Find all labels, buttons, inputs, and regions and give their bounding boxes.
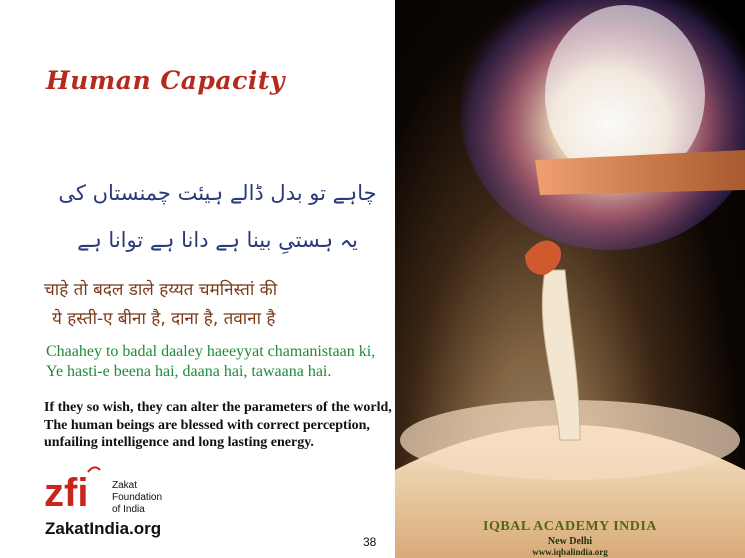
credit-website: www.iqbalindia.org bbox=[532, 547, 608, 557]
english-translation bbox=[44, 399, 394, 452]
english-line-2: The human beings are blessed with correct perception, bbox=[44, 417, 370, 433]
credit-city: New Delhi bbox=[547, 536, 593, 547]
candle-photo bbox=[395, 0, 745, 558]
english-line-3: unfailing intelligence and long lasting energy. bbox=[44, 435, 314, 450]
foundation-name-line-1: Zakat bbox=[112, 480, 138, 491]
foundation-name-line-3: of India bbox=[112, 504, 145, 515]
hindi-verse-line-1: चाहे तो बदल डाले हय्यत चमनिस्तां की bbox=[44, 280, 278, 300]
website-label: ZakatIndia.org bbox=[45, 519, 162, 538]
foundation-name-line-2: Foundation bbox=[112, 492, 163, 503]
urdu-verse-line-1: چاہے تو بدل ڈالے ہیئت چمنستاں کی bbox=[58, 181, 377, 205]
transliteration-line-1: Chaahey to badal daaley haeeyyat chamanistaan ki, bbox=[46, 343, 376, 360]
candle-flame-illustration bbox=[395, 0, 745, 558]
zfi-logo-icon bbox=[42, 462, 112, 514]
hindi-verse-line-2: ये हस्ती-ए बीना है, दाना है, तवाना है bbox=[52, 309, 276, 329]
zfi-logo-mark: zfi bbox=[44, 471, 89, 514]
urdu-verse-line-2: یہ ہستیِ بینا ہے دانا ہے توانا ہے bbox=[77, 228, 358, 252]
foundation-name bbox=[112, 480, 162, 516]
transliteration-line-2: Ye hasti-e beena hai, daana hai, tawaana hai. bbox=[46, 363, 332, 380]
page-number: 38 bbox=[363, 535, 377, 549]
slide-title: Human Capacity bbox=[46, 66, 285, 95]
credit-academy-name: IQBAL ACADEMY INDIA bbox=[483, 519, 657, 534]
english-line-1: If they so wish, they can alter the parameters of the world, bbox=[44, 400, 392, 415]
